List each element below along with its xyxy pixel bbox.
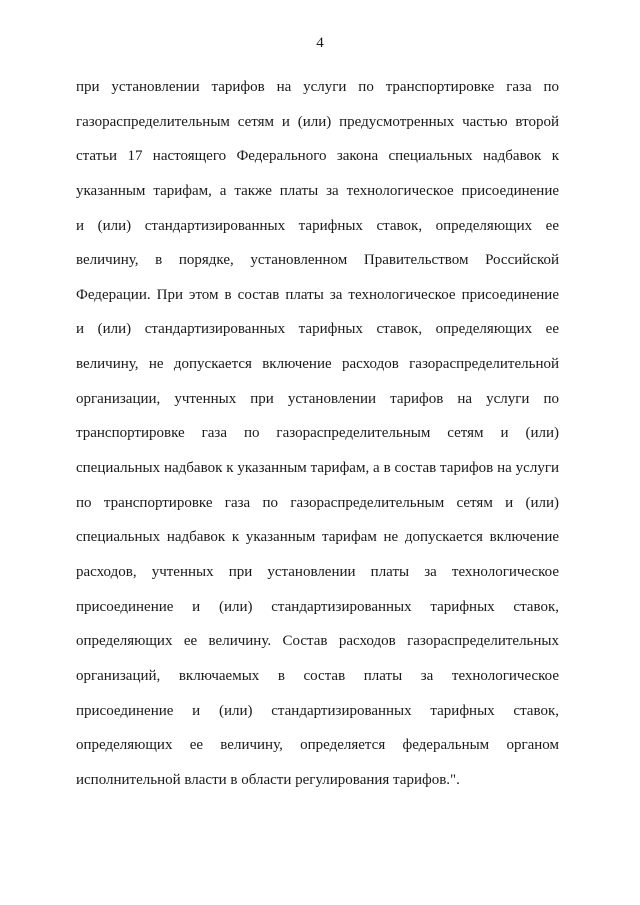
text-line: специальных надбавок к указанным тарифам не допускается включение xyxy=(76,529,559,546)
text-line: величину, не допускается включение расходов газораспределительной xyxy=(76,356,559,373)
text-line: Федерации. При этом в состав платы за технологическое присоединение xyxy=(76,286,559,303)
body-paragraph xyxy=(76,72,559,799)
text-line: специальных надбавок к указанным тарифам, а в состав тарифов на услуги xyxy=(76,460,559,477)
text-line: определяющих ее величину, определяется федеральным органом xyxy=(76,737,559,754)
text-line: и (или) стандартизированных тарифных ставок, определяющих ее xyxy=(76,321,559,338)
text-line: по транспортировке газа по газораспределительным сетям и (или) xyxy=(76,494,559,511)
text-line: и (или) стандартизированных тарифных ставок, определяющих ее xyxy=(76,217,559,234)
text-line: величину, в порядке, установленном Правительством Российской xyxy=(76,252,559,269)
text-line: присоединение и (или) стандартизированных тарифных ставок, xyxy=(76,598,559,615)
text-line-last: исполнительной власти в области регулирования тарифов.". xyxy=(76,771,460,788)
text-line: расходов, учтенных при установлении платы за технологическое xyxy=(76,563,559,580)
text-line: присоединение и (или) стандартизированных тарифных ставок, xyxy=(76,702,559,719)
text-line: организаций, включаемых в состав платы за технологическое xyxy=(76,667,559,684)
text-line: указанным тарифам, а также платы за технологическое присоединение xyxy=(76,182,559,199)
text-line: статьи 17 настоящего Федерального закона специальных надбавок к xyxy=(76,148,559,165)
text-line: газораспределительным сетям и (или) предусмотренных частью второй xyxy=(76,113,559,130)
text-line: организации, учтенных при установлении тарифов на услуги по xyxy=(76,390,559,407)
page-number: 4 xyxy=(316,35,324,51)
text-line: при установлении тарифов на услуги по транспортировке газа по xyxy=(76,79,559,95)
text-line: транспортировке газа по газораспределительным сетям и (или) xyxy=(76,425,559,442)
text-line: определяющих ее величину. Состав расходов газораспределительных xyxy=(76,633,559,650)
